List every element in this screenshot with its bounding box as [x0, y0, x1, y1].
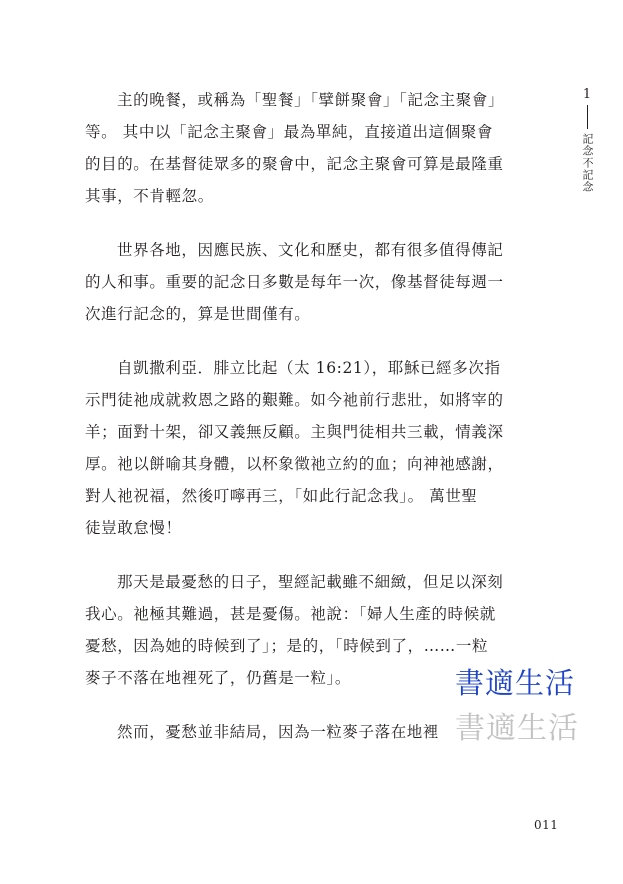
text-line: 等。 其中以「記念主聚會」最為單純，直接道出這個聚會 — [85, 123, 494, 141]
text-line: 徒豈敢怠慢！ — [85, 519, 182, 537]
paragraph-2 — [85, 234, 525, 330]
text-line: 世界各地，因應民族、文化和歷史，都有很多值得傳記 — [117, 241, 504, 259]
text-line: 然而，憂愁並非結局，因為一粒麥子落在地裡 — [117, 723, 440, 741]
paragraph-1 — [85, 84, 525, 212]
text-line: 的目的。在基督徒眾多的聚會中，記念主聚會可算是最隆重 — [85, 155, 504, 173]
text-line: 羊；面對十架，卻又義無反顧。主與門徒相共三載，情義深 — [85, 423, 504, 441]
text-line: 麥子不落在地裡死了，仍舊是一粒」。 — [85, 669, 351, 687]
chapter-title: 記念不記念 — [581, 133, 594, 193]
page-number: 011 — [534, 818, 559, 832]
text-line: 次進行記念的，算是世間僅有。 — [85, 305, 311, 323]
text-line: 主的晚餐，或稱為「聖餐」「擘餅聚會」「記念主聚會」 — [117, 91, 505, 109]
paragraph-3 — [85, 352, 525, 544]
running-header — [577, 88, 597, 193]
watermark-secondary: 書適生活 — [455, 711, 579, 746]
text-line: 憂愁，因為她的時候到了」；是的，「時候到了，……一粒 — [85, 637, 489, 655]
chapter-number: 1 — [582, 87, 592, 102]
text-line: 自凱撒利亞．腓立比起（太 16:21），耶穌已經多次指 — [117, 359, 501, 377]
text-line: 其事，不肯輕忽。 — [85, 187, 214, 205]
watermark-primary: 書適生活 — [455, 666, 576, 700]
header-rule — [587, 105, 588, 129]
text-line: 我心。祂極其難過，甚是憂傷。祂說：「婦人生產的時候就 — [85, 605, 496, 623]
text-line: 對人祂祝福，然後叮嚀再三，「如此行記念我」。 萬世聖 — [85, 487, 478, 505]
text-line: 厚。祂以餅喻其身體，以杯象徵祂立約的血；向神祂感謝， — [85, 455, 504, 473]
text-line: 那天是最憂愁的日子，聖經記載雖不細緻，但足以深刻 — [117, 573, 504, 591]
text-line: 示門徒祂成就救恩之路的艱難。如今祂前行悲壯，如將宰的 — [85, 391, 504, 409]
text-line: 的人和事。重要的記念日多數是每年一次，像基督徒每週一 — [85, 273, 504, 291]
